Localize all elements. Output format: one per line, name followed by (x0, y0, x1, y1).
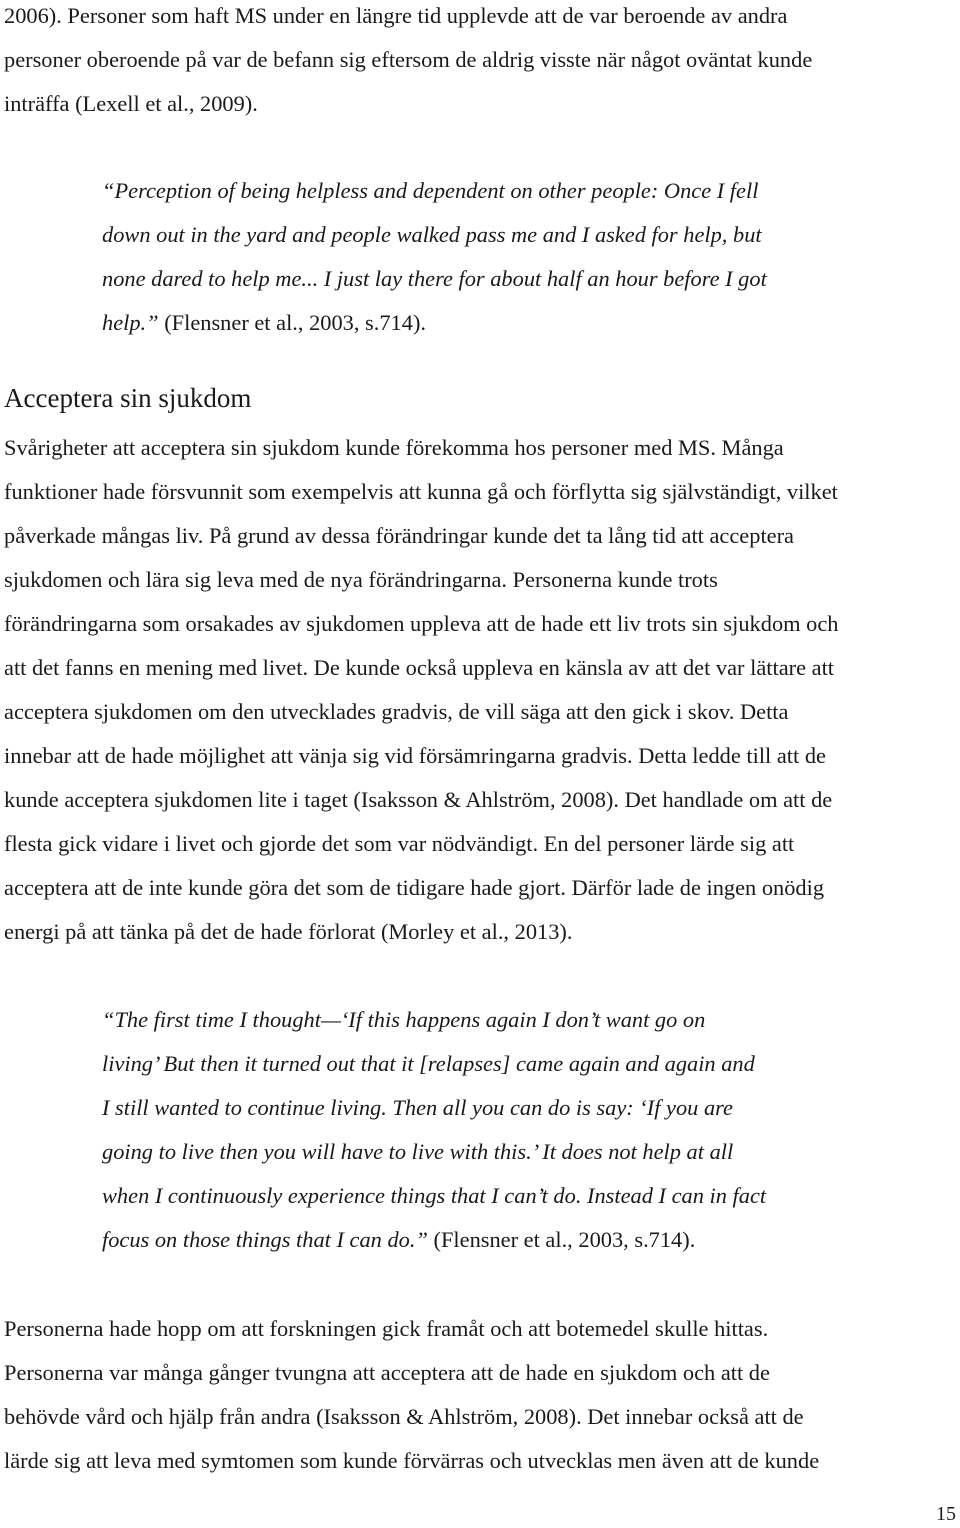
paragraph-line: påverkade mångas liv. På grund av dessa förändringar kunde det ta lång tid att acceptera (4, 523, 794, 548)
paragraph-line: behövde vård och hjälp från andra (Isaksson & Ahlström, 2008). Det innebar också att de (4, 1404, 804, 1429)
quote-line: I still wanted to continue living. Then all you can do is say: ‘If you are (102, 1095, 733, 1120)
section-heading: Acceptera sin sjukdom (4, 383, 252, 413)
quote-line: “The first time I thought—‘If this happens again I don’t want go on (102, 1007, 706, 1032)
quote-text: focus on those things that I can do.” (102, 1227, 428, 1252)
paragraph-line: förändringarna som orsakades av sjukdomen uppleva att de hade ett liv trots sin sjukdom och (4, 611, 839, 636)
quote-line-last (102, 1226, 695, 1254)
quote-citation: (Flensner et al., 2003, s.714). (427, 1227, 696, 1252)
paragraph-line: inträffa (Lexell et al., 2009). (4, 91, 258, 116)
paragraph-line: kunde acceptera sjukdomen lite i taget (Isaksson & Ahlström, 2008). Det handlade om att de (4, 787, 833, 812)
paragraph-line: Svårigheter att acceptera sin sjukdom kunde förekomma hos personer med MS. Många (4, 435, 784, 460)
paragraph-line: att det fanns en mening med livet. De kunde också uppleva en känsla av att det var lättare att (4, 655, 835, 680)
paragraph-line: flesta gick vidare i livet och gjorde det som var nödvändigt. En del personer lärde sig att (4, 831, 795, 856)
quote-line-last (102, 309, 426, 337)
paragraph-line: funktioner hade försvunnit som exempelvis att kunna gå och förflytta sig självständigt, vilket (4, 479, 838, 504)
paragraph-line: lärde sig att leva med symtomen som kunde förvärras och utvecklas men även att de kunde (4, 1448, 820, 1473)
quote-line: none dared to help me... I just lay there for about half an hour before I got (102, 266, 767, 291)
paragraph-line: acceptera att de inte kunde göra det som de tidigare hade gjort. Därför lade de ingen onödig (4, 875, 825, 900)
page-number: 15 (936, 1503, 956, 1525)
paragraph-line: Personerna hade hopp om att forskningen gick framåt och att botemedel skulle hittas. (4, 1316, 769, 1341)
quote-text: help.” (102, 310, 159, 335)
paragraph-line: innebar att de hade möjlighet att vänja sig vid försämringarna gradvis. Detta ledde till att de (4, 743, 826, 768)
quote-citation: (Flensner et al., 2003, s.714). (158, 310, 427, 335)
quote-line: when I continuously experience things that I can’t do. Instead I can in fact (102, 1183, 767, 1208)
paragraph-line: acceptera sjukdomen om den utvecklades gradvis, de vill säga att den gick i skov. Detta (4, 699, 789, 724)
paragraph-line: 2006). Personer som haft MS under en längre tid upplevde att de var beroende av andra (4, 3, 788, 28)
paragraph-line: personer oberoende på var de befann sig eftersom de aldrig visste när något oväntat kunde (4, 47, 813, 72)
quote-line: going to live then you will have to live with this.’ It does not help at all (102, 1139, 734, 1164)
quote-line: down out in the yard and people walked pass me and I asked for help, but (102, 222, 762, 247)
quote-line: “Perception of being helpless and dependent on other people: Once I fell (102, 178, 759, 203)
paragraph-line: energi på att tänka på det de hade förlorat (Morley et al., 2013). (4, 919, 573, 944)
paragraph-line: sjukdomen och lära sig leva med de nya förändringarna. Personerna kunde trots (4, 567, 718, 592)
quote-line: living’ But then it turned out that it [relapses] came again and again and (102, 1051, 755, 1076)
paragraph-line: Personerna var många gånger tvungna att acceptera att de hade en sjukdom och att de (4, 1360, 770, 1385)
